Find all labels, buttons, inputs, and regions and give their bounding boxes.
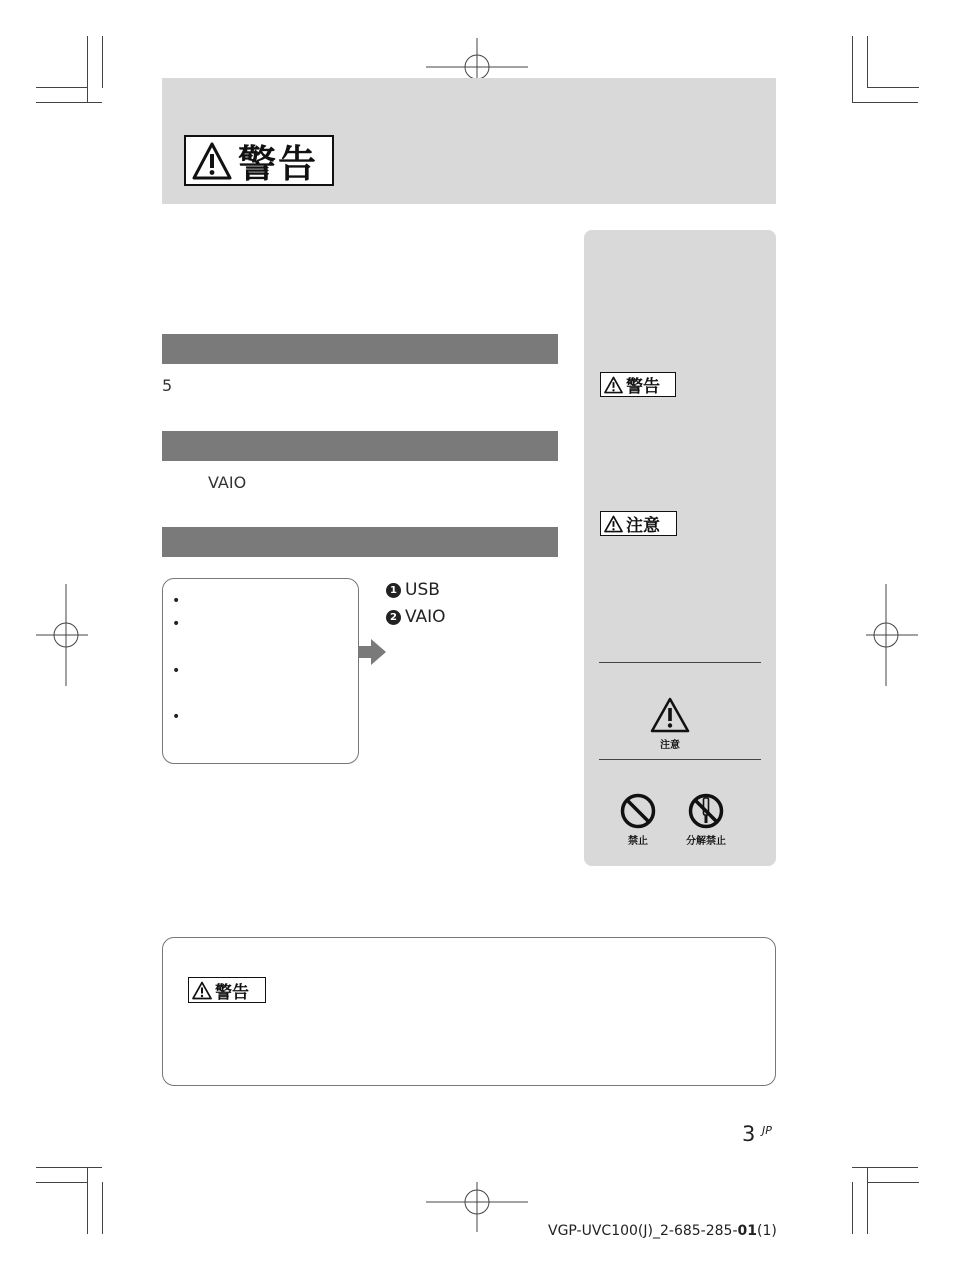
side-warning-text: 警告 xyxy=(626,377,660,397)
warning-heading xyxy=(184,135,334,186)
no-disassembly-label: 分解禁止 xyxy=(686,836,726,847)
bottom-warning-text: 警告 xyxy=(215,982,249,1003)
note-bullet: • xyxy=(172,709,181,725)
note-bullet: • xyxy=(172,593,181,609)
step-number-badge: 2 xyxy=(386,610,401,625)
warning-triangle-icon xyxy=(192,141,232,181)
step-1 xyxy=(386,580,440,600)
arrow-right-icon xyxy=(359,639,387,665)
prohibited-label: 禁止 xyxy=(628,836,648,847)
registration-mark-right xyxy=(866,584,918,686)
page-number: 3 xyxy=(742,1122,756,1146)
warning-triangle-icon xyxy=(604,515,623,533)
side-divider xyxy=(599,662,761,663)
side-caution-label xyxy=(600,511,677,536)
side-caution-text: 注意 xyxy=(626,516,660,536)
registration-mark-bottom xyxy=(426,1182,528,1232)
note-bullet: • xyxy=(172,616,181,632)
note-box xyxy=(162,578,359,764)
warning-triangle-icon xyxy=(604,376,623,394)
step-number-badge: 1 xyxy=(386,583,401,598)
step-label: VAIO xyxy=(405,607,446,627)
registration-mark-left xyxy=(36,584,88,686)
side-warning-label xyxy=(600,372,676,397)
section-2-body: VAIO xyxy=(208,473,247,492)
section-1-body: 5 xyxy=(162,376,173,395)
section-bar-2 xyxy=(162,431,558,461)
note-bullet: • xyxy=(172,663,181,679)
step-label: USB xyxy=(405,580,440,600)
side-panel xyxy=(584,230,776,866)
prohibited-icon xyxy=(620,793,656,829)
footer-code-bold: 01 xyxy=(737,1223,757,1239)
footer-code-suffix: (1) xyxy=(756,1223,777,1239)
bottom-warning-label xyxy=(188,977,266,1003)
warning-heading-text: 警告 xyxy=(238,142,319,186)
bottom-warning-box xyxy=(162,937,776,1086)
section-bar-3 xyxy=(162,527,558,557)
footer-code-prefix: VGP-UVC100(J)_2-685-285- xyxy=(548,1223,738,1239)
step-2 xyxy=(386,607,446,627)
section-bar-1 xyxy=(162,334,558,364)
page-language: JP xyxy=(762,1124,772,1137)
caution-triangle-icon xyxy=(650,697,690,733)
caution-symbol-label: 注意 xyxy=(660,740,680,751)
no-disassembly-icon xyxy=(688,793,724,829)
side-divider xyxy=(599,759,761,760)
footer-document-code xyxy=(548,1223,777,1239)
warning-triangle-icon xyxy=(192,981,212,1000)
